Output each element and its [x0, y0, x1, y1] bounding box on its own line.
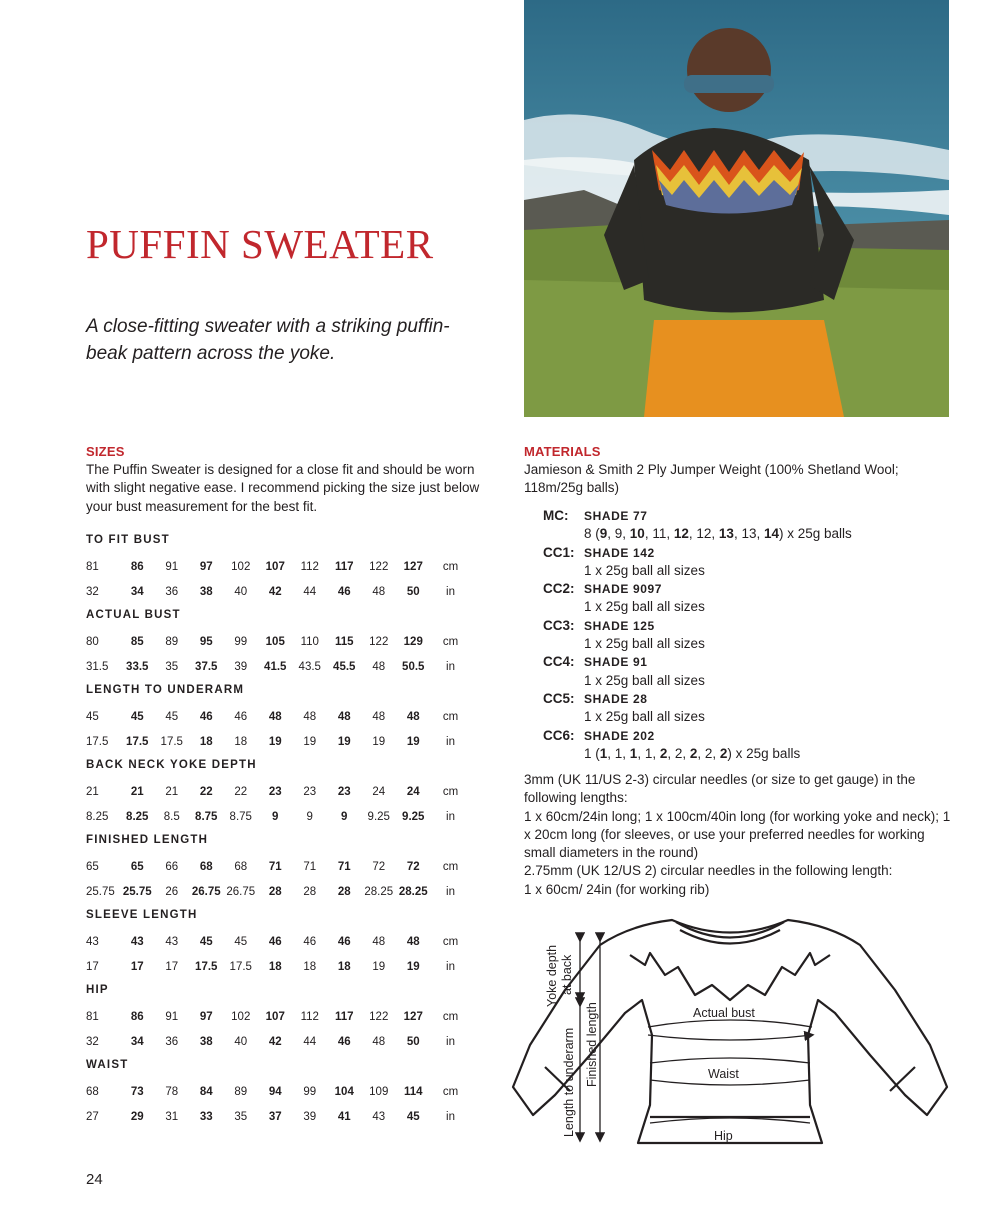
size-value: 48	[372, 711, 386, 723]
size-value: 127	[403, 1011, 423, 1023]
yarn-colour-item	[543, 507, 943, 525]
size-value: 48	[337, 711, 351, 723]
size-row	[86, 1105, 476, 1130]
size-row	[86, 580, 476, 605]
size-value: 81	[86, 1011, 99, 1023]
needles-line: 3mm (UK 11/US 2-3) circular needles (or size to get gauge) in the following lengths:	[524, 772, 916, 806]
size-group-title: SLEEVE LENGTH	[86, 909, 198, 921]
quantity-part: 1 x 25g ball all sizes	[584, 672, 705, 688]
size-value: 26.75	[191, 886, 221, 898]
size-value: 43.5	[298, 661, 321, 673]
size-group-title: TO FIT BUST	[86, 534, 170, 546]
size-value: 99	[234, 636, 248, 648]
size-value: 48	[406, 711, 420, 723]
size-value: 23	[337, 786, 351, 798]
size-value: 89	[165, 636, 179, 648]
shade-number: SHADE 77	[584, 509, 648, 523]
colour-code: CC5:	[543, 690, 575, 706]
yarn-colour-item	[543, 580, 943, 598]
size-value: 36	[165, 586, 179, 598]
size-value: 66	[165, 861, 179, 873]
size-value: 89	[234, 1086, 248, 1098]
quantity-part: , 12,	[688, 526, 719, 542]
size-value: 45	[199, 936, 213, 948]
size-value: 8.5	[163, 811, 180, 823]
yarn-quantity	[543, 745, 943, 763]
size-value: 32	[86, 586, 99, 598]
yoke-depth-label-2: at back	[560, 954, 574, 995]
size-value: 46	[337, 586, 351, 598]
size-unit: in	[446, 586, 455, 598]
quantity-part: , 9,	[607, 526, 630, 542]
size-value: 40	[234, 586, 248, 598]
size-value: 17	[86, 961, 99, 973]
size-value: 37.5	[195, 661, 218, 673]
size-value: 72	[372, 861, 386, 873]
needles-line: 1 x 60cm/ 24in (for working rib)	[524, 881, 710, 897]
size-value: 9	[341, 811, 348, 823]
size-value: 129	[403, 636, 423, 648]
size-value: 19	[372, 736, 386, 748]
size-unit: cm	[442, 861, 459, 873]
size-value: 27	[86, 1111, 99, 1123]
quantity-part: 1 (	[584, 745, 600, 761]
size-value: 9	[306, 811, 313, 823]
size-value: 31.5	[86, 661, 109, 673]
size-unit: in	[446, 1036, 455, 1048]
size-table	[86, 530, 476, 1130]
size-value: 25.75	[86, 886, 115, 898]
quantity-part: 2	[719, 745, 728, 761]
size-value: 19	[406, 961, 420, 973]
shade-number: SHADE 125	[584, 618, 655, 633]
yarn-colour-item	[543, 544, 943, 562]
size-row	[86, 730, 476, 755]
size-value: 9.25	[402, 811, 425, 823]
size-unit: cm	[442, 1086, 459, 1098]
size-value: 50	[406, 586, 420, 598]
colour-code: CC1:	[543, 544, 575, 560]
size-value: 86	[130, 561, 144, 573]
colour-code: CC6:	[543, 727, 575, 743]
quantity-part: 14	[763, 526, 780, 542]
quantity-part: 2	[659, 745, 668, 761]
yarn-quantity	[543, 708, 943, 726]
size-value: 48	[372, 586, 386, 598]
yoke-depth-label: Yoke depth	[545, 944, 559, 1007]
size-value: 17.5	[195, 961, 218, 973]
size-value: 31	[165, 1111, 179, 1123]
size-value: 18	[199, 736, 213, 748]
size-value: 94	[268, 1086, 282, 1098]
size-value: 43	[130, 936, 144, 948]
size-value: 78	[165, 1086, 179, 1098]
size-value: 17.5	[229, 961, 252, 973]
size-value: 38	[199, 1036, 213, 1048]
size-value: 19	[303, 736, 317, 748]
shade-number: SHADE 9097	[584, 582, 663, 597]
size-value: 28	[268, 886, 282, 898]
size-value: 65	[130, 861, 144, 873]
size-value: 28.25	[364, 886, 394, 898]
size-value: 95	[199, 636, 213, 648]
quantity-part: 12	[673, 526, 689, 542]
size-value: 71	[303, 861, 317, 873]
size-value: 32	[86, 1036, 99, 1048]
size-unit: cm	[442, 786, 459, 798]
size-value: 44	[303, 586, 317, 598]
colour-code: CC4:	[543, 654, 575, 670]
size-value: 8.25	[86, 811, 109, 823]
size-value: 91	[165, 561, 179, 573]
size-value: 8.75	[229, 811, 252, 823]
size-value: 115	[334, 636, 354, 648]
size-row	[86, 630, 476, 655]
colour-code: CC3:	[543, 617, 575, 633]
quantity-part: 1	[599, 745, 608, 761]
size-row	[86, 1005, 476, 1030]
pattern-subtitle: A close-fitting sweater with a striking puffin-beak pattern across the yoke.	[86, 316, 450, 364]
size-value: 122	[369, 636, 389, 648]
size-value: 46	[337, 936, 351, 948]
size-value: 42	[268, 586, 282, 598]
yarn-colour-item	[543, 653, 943, 671]
hip-label: Hip	[714, 1129, 733, 1143]
size-value: 117	[334, 561, 354, 573]
size-value: 80	[86, 636, 99, 648]
quantity-part: 2	[689, 745, 698, 761]
shade-number: SHADE 91	[584, 655, 648, 670]
quantity-part: , 11,	[644, 526, 674, 542]
size-value: 17.5	[86, 736, 109, 748]
page-number: 24	[86, 1171, 103, 1188]
pattern-title: PUFFIN SWEATER	[86, 221, 434, 267]
size-value: 41	[337, 1111, 351, 1123]
size-row	[86, 655, 476, 680]
size-row	[86, 805, 476, 830]
size-value: 45	[406, 1111, 420, 1123]
size-value: 109	[369, 1086, 389, 1098]
size-value: 37	[268, 1111, 282, 1123]
size-value: 35	[165, 661, 179, 673]
size-value: 9.25	[367, 811, 390, 823]
yarn-description: Jamieson & Smith 2 Ply Jumper Weight (100% Shetland Wool; 118m/25g balls)	[524, 462, 899, 496]
size-value: 127	[403, 561, 423, 573]
size-value: 50.5	[402, 661, 425, 673]
size-value: 42	[268, 1036, 282, 1048]
size-value: 21	[86, 786, 99, 798]
size-value: 21	[130, 786, 144, 798]
size-group-title: LENGTH TO UNDERARM	[86, 684, 245, 696]
size-value: 25.75	[122, 886, 152, 898]
size-value: 112	[300, 561, 319, 573]
size-value: 48	[303, 711, 317, 723]
size-unit: cm	[442, 561, 459, 573]
needles-list	[524, 771, 954, 899]
size-value: 68	[199, 861, 213, 873]
yarn-quantity	[543, 562, 943, 580]
size-row	[86, 855, 476, 880]
size-value: 97	[199, 1011, 213, 1023]
size-value: 48	[406, 936, 420, 948]
quantity-part: 8 (	[584, 526, 600, 542]
size-value: 28	[337, 886, 351, 898]
size-value: 19	[372, 961, 386, 973]
size-value: 45	[165, 711, 179, 723]
size-value: 122	[369, 561, 389, 573]
size-value: 33	[199, 1111, 213, 1123]
quantity-part: , 2,	[697, 745, 720, 761]
size-unit: in	[446, 961, 455, 973]
size-value: 50	[406, 1036, 420, 1048]
size-value: 17	[130, 961, 144, 973]
size-value: 17.5	[126, 736, 149, 748]
yarn-quantity	[543, 525, 943, 543]
size-value: 26.75	[226, 886, 256, 898]
size-value: 68	[234, 861, 248, 873]
size-row	[86, 1030, 476, 1055]
size-value: 36	[165, 1036, 179, 1048]
quantity-part: 1 x 25g ball all sizes	[584, 636, 705, 652]
size-row	[86, 1080, 476, 1105]
size-value: 107	[265, 561, 285, 573]
size-value: 34	[130, 1036, 144, 1048]
yarn-colour-item	[543, 690, 943, 708]
size-unit: in	[446, 886, 455, 898]
shade-number: SHADE 142	[584, 545, 655, 560]
quantity-part: , 1,	[607, 745, 630, 761]
size-value: 46	[268, 936, 282, 948]
size-group-title: HIP	[86, 984, 109, 996]
size-unit: in	[446, 661, 455, 673]
quantity-part: 1	[629, 745, 638, 761]
size-value: 48	[372, 936, 386, 948]
quantity-part: ) x 25g balls	[727, 745, 801, 761]
size-value: 41.5	[264, 661, 287, 673]
yarn-quantity	[543, 672, 943, 690]
colour-code: MC:	[543, 508, 569, 523]
yarn-colour-item	[543, 727, 943, 745]
size-value: 68	[86, 1086, 99, 1098]
underarm-length-label: Length to underarm	[562, 1027, 576, 1137]
size-value: 104	[334, 1086, 354, 1098]
size-value: 48	[372, 661, 386, 673]
size-value: 19	[337, 736, 351, 748]
size-value: 44	[303, 1036, 317, 1048]
quantity-part: 1 x 25g ball all sizes	[584, 599, 705, 615]
size-value: 43	[165, 936, 179, 948]
needles-line: 2.75mm (UK 12/US 2) circular needles in the following length:	[524, 863, 893, 879]
size-unit: cm	[442, 936, 459, 948]
size-group-title: ACTUAL BUST	[86, 609, 181, 621]
size-value: 46	[234, 711, 248, 723]
yarn-colour-list	[543, 507, 943, 763]
size-value: 24	[406, 786, 420, 798]
size-row	[86, 705, 476, 730]
size-value: 45	[234, 936, 248, 948]
size-value: 18	[303, 961, 317, 973]
size-value: 46	[303, 936, 317, 948]
yarn-quantity	[543, 598, 943, 616]
size-value: 84	[199, 1086, 213, 1098]
size-value: 105	[265, 636, 285, 648]
size-value: 28.25	[398, 886, 428, 898]
size-value: 102	[231, 1011, 251, 1023]
size-value: 91	[165, 1011, 179, 1023]
size-value: 33.5	[126, 661, 149, 673]
size-row	[86, 930, 476, 955]
quantity-part: 9	[599, 526, 608, 542]
size-value: 48	[372, 1036, 386, 1048]
size-value: 65	[86, 861, 99, 873]
size-value: 43	[86, 936, 99, 948]
quantity-part: 10	[629, 526, 645, 542]
size-value: 112	[300, 1011, 319, 1023]
size-row	[86, 780, 476, 805]
quantity-part: 1 x 25g ball all sizes	[584, 709, 705, 725]
size-value: 117	[334, 1011, 354, 1023]
size-value: 18	[234, 736, 248, 748]
actual-bust-label: Actual bust	[693, 1006, 755, 1020]
colour-code: CC2:	[543, 581, 575, 597]
size-group-title: BACK NECK YOKE DEPTH	[86, 759, 257, 771]
size-value: 45.5	[333, 661, 356, 673]
quantity-part: , 1,	[637, 745, 660, 761]
size-unit: in	[446, 1111, 455, 1123]
size-value: 18	[268, 961, 282, 973]
size-value: 28	[303, 886, 317, 898]
sizes-intro: The Puffin Sweater is designed for a close fit and should be worn with slight negative ease. I recommend picking the size just below your bust measurement for the best fit.	[86, 462, 480, 514]
size-group-title: WAIST	[86, 1059, 129, 1071]
size-value: 46	[337, 1036, 351, 1048]
size-value: 97	[199, 561, 213, 573]
size-value: 81	[86, 561, 99, 573]
size-value: 19	[268, 736, 282, 748]
finished-length-label: Finished length	[585, 1002, 599, 1087]
waist-label: Waist	[708, 1067, 739, 1081]
size-value: 26	[165, 886, 179, 898]
quantity-part: ) x 25g balls	[779, 526, 852, 542]
needles-line: 1 x 60cm/24in long; 1 x 100cm/40in long (for working yoke and neck); 1 x 20cm long (for sleeves, or use your preferred needles for working small diameters in the round)	[524, 808, 951, 861]
size-value: 40	[234, 1036, 248, 1048]
size-value: 86	[130, 1011, 144, 1023]
size-value: 110	[300, 636, 319, 648]
size-value: 22	[199, 786, 213, 798]
quantity-part: , 2,	[667, 745, 690, 761]
size-unit: in	[446, 811, 455, 823]
yarn-colour-item	[543, 617, 943, 635]
size-value: 122	[369, 1011, 389, 1023]
size-value: 35	[234, 1111, 248, 1123]
size-value: 85	[130, 636, 144, 648]
size-value: 73	[130, 1086, 144, 1098]
size-value: 23	[268, 786, 282, 798]
size-value: 8.75	[195, 811, 218, 823]
size-value: 8.25	[126, 811, 149, 823]
size-unit: in	[446, 736, 455, 748]
size-value: 17.5	[160, 736, 183, 748]
size-value: 39	[234, 661, 248, 673]
size-unit: cm	[442, 636, 459, 648]
size-value: 102	[231, 561, 251, 573]
size-unit: cm	[442, 711, 459, 723]
size-row	[86, 880, 476, 905]
quantity-part: 1 x 25g ball all sizes	[584, 562, 705, 578]
yarn-quantity	[543, 635, 943, 653]
size-value: 19	[406, 736, 420, 748]
size-value: 114	[403, 1086, 423, 1098]
size-value: 45	[86, 711, 99, 723]
size-value: 21	[165, 786, 179, 798]
size-group-title: FINISHED LENGTH	[86, 834, 209, 846]
quantity-part: , 13,	[733, 526, 764, 542]
size-value: 22	[234, 786, 248, 798]
shade-number: SHADE 28	[584, 691, 648, 706]
size-value: 34	[130, 586, 144, 598]
materials-heading: MATERIALS	[524, 444, 601, 459]
size-value: 43	[372, 1111, 386, 1123]
size-value: 39	[303, 1111, 317, 1123]
model-photo	[524, 0, 949, 417]
size-value: 71	[337, 861, 351, 873]
size-row	[86, 555, 476, 580]
size-value: 24	[372, 786, 386, 798]
size-value: 99	[303, 1086, 317, 1098]
size-value: 71	[268, 861, 282, 873]
size-value: 18	[337, 961, 351, 973]
size-value: 107	[265, 1011, 285, 1023]
size-value: 9	[272, 811, 279, 823]
size-value: 46	[199, 711, 213, 723]
sizes-heading: SIZES	[86, 444, 125, 459]
schematic-diagram	[500, 905, 960, 1155]
quantity-part: 13	[718, 526, 734, 542]
size-value: 17	[165, 961, 179, 973]
size-row	[86, 955, 476, 980]
size-value: 45	[130, 711, 144, 723]
size-value: 38	[199, 586, 213, 598]
size-value: 23	[303, 786, 317, 798]
shade-number: SHADE 202	[584, 728, 655, 743]
size-unit: cm	[442, 1011, 459, 1023]
size-value: 72	[406, 861, 420, 873]
size-value: 48	[268, 711, 282, 723]
size-value: 29	[130, 1111, 144, 1123]
